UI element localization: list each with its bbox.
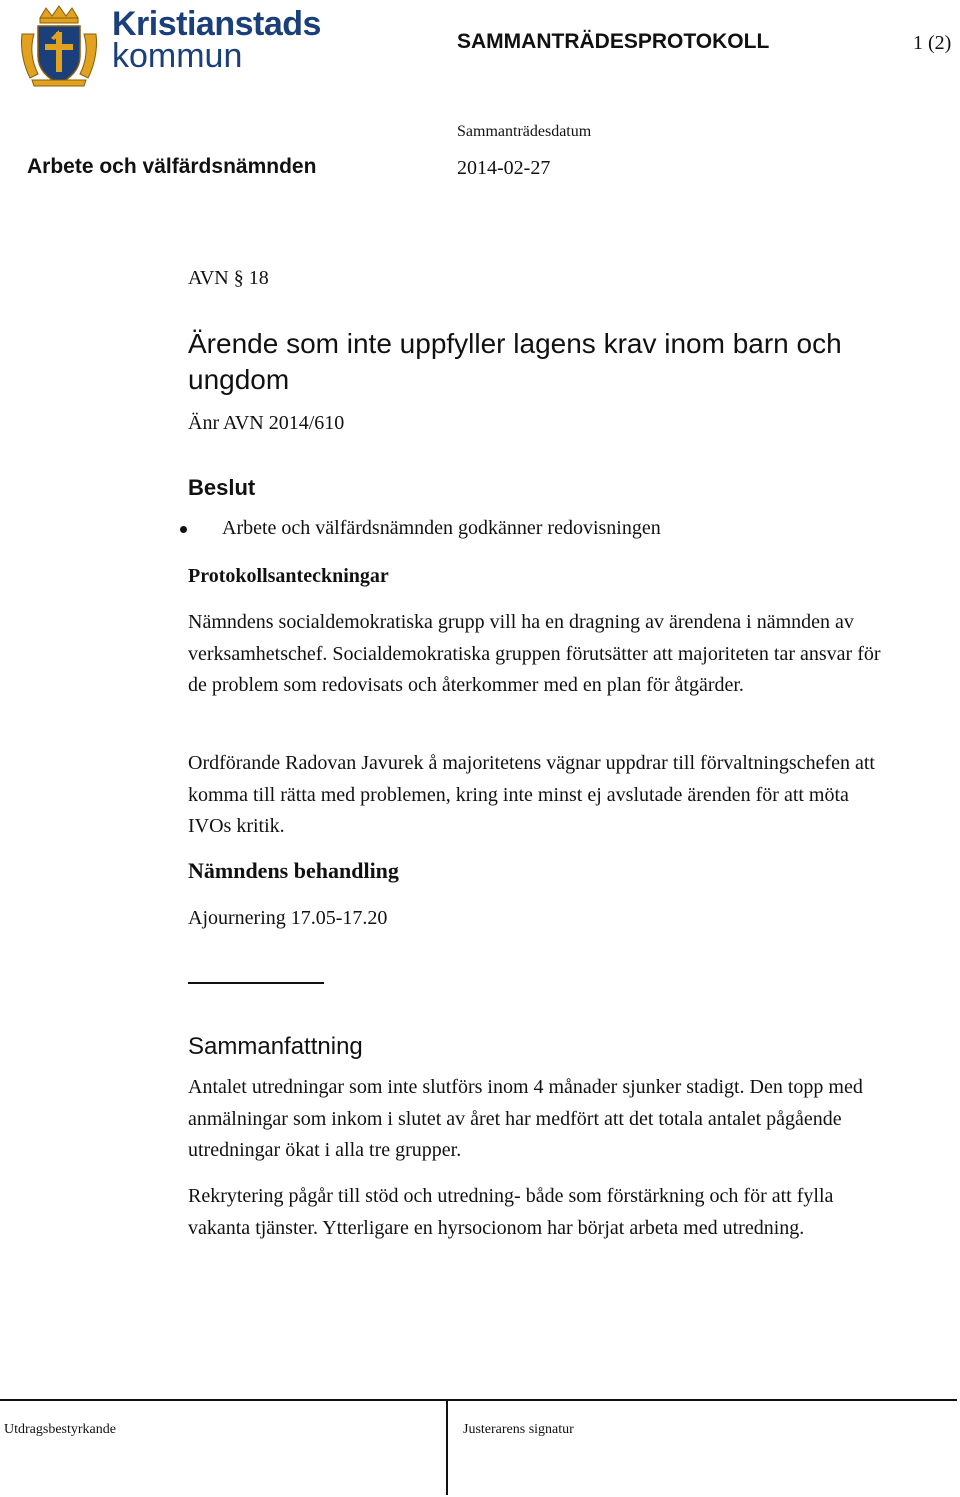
protocol-note-paragraph: Ordförande Radovan Javurek å majoritetens vägnar uppdrar till förvaltningschefen att komma till rätta med problemen, kring inte minst ej avslutade ärenden för att möta IVOs kritik. — [188, 752, 875, 837]
section-divider — [188, 982, 324, 984]
coat-of-arms-icon — [18, 4, 100, 88]
paragraph-reference: AVN § 18 — [188, 267, 269, 289]
proceedings-heading: Nämndens behandling — [188, 858, 399, 883]
bullet-icon — [180, 526, 187, 533]
committee-name: Arbete och välfärdsnämnden — [27, 155, 317, 178]
decision-heading: Beslut — [188, 475, 256, 500]
page-number: 1 (2) — [913, 32, 952, 54]
logo-text-line1: Kristianstads — [112, 5, 321, 43]
logo-text-line2: kommun — [112, 37, 243, 75]
document-title: SAMMANTRÄDESPROTOKOLL — [457, 30, 770, 53]
decision-item: Arbete och välfärdsnämnden godkänner redovisningen — [222, 517, 661, 539]
date-label: Sammanträdesdatum — [457, 123, 592, 140]
matter-title: Ärende som inte uppfyller lagens krav inom barn och ungdom — [188, 328, 842, 395]
certification-label: Utdragsbestyrkande — [4, 1422, 116, 1437]
summary-heading: Sammanfattning — [188, 1033, 363, 1060]
adjuster-signature-label: Justerarens signatur — [463, 1422, 574, 1437]
protocol-notes-heading: Protokollsanteckningar — [188, 565, 389, 587]
meeting-date: 2014-02-27 — [457, 157, 551, 179]
case-number: Änr AVN 2014/610 — [188, 412, 345, 434]
protocol-note-paragraph: Nämndens socialdemokratiska grupp vill ha en dragning av ärendena i nämnden av verksamhetschef. Socialdemokratiska gruppen förutsätter att majoriteten tar ansvar för de problem som redovisats och återkommer med en plan för åtgärder. — [188, 611, 881, 696]
adjournment-text: Ajournering 17.05-17.20 — [188, 907, 388, 929]
footer-rule — [0, 1399, 957, 1401]
summary-paragraph: Antalet utredningar som inte slutförs inom 4 månader sjunker stadigt. Den topp med anmälningar som inkom i slutet av året har medfört att det totala antalet pågående utredningar ökat i alla tre grupper. — [188, 1076, 863, 1161]
footer-divider — [446, 1399, 448, 1495]
summary-paragraph: Rekrytering pågår till stöd och utredning- både som förstärkning och för att fylla vakanta tjänster. Ytterligare en hyrsocionom har börjat arbeta med utredning. — [188, 1185, 834, 1239]
